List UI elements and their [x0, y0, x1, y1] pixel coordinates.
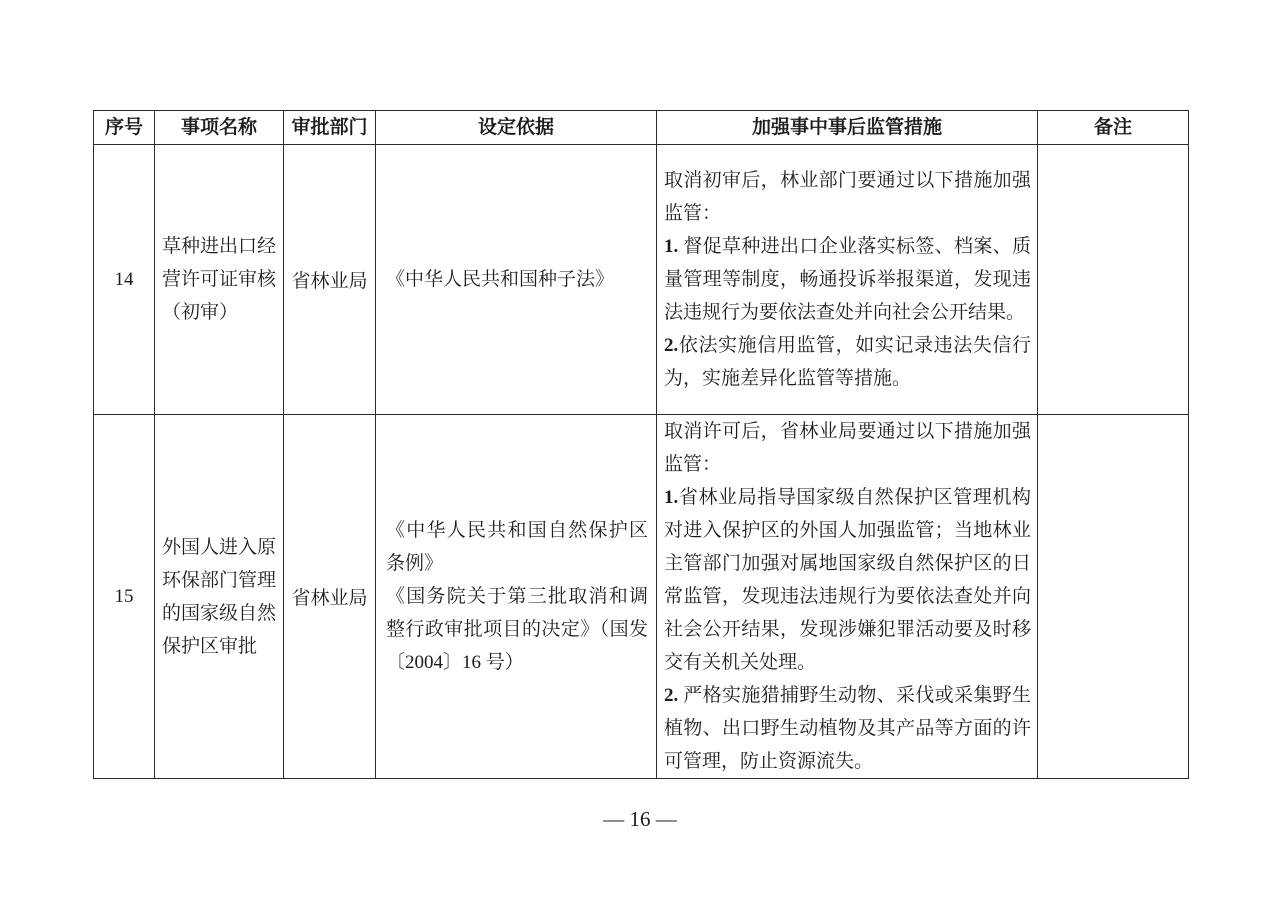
measure-item-text: 严格实施猎捕野生动物、采伐或采集野生植物、出口野生动植物及其产品等方面的许可管理，防止资源流失。: [664, 685, 1031, 772]
remarks-cell: [1038, 145, 1189, 415]
measure-item: [664, 679, 1031, 778]
measures-intro: 取消许可后，省林业局要通过以下措施加强监管：: [664, 421, 1031, 475]
measure-item: [664, 230, 1031, 329]
basis-entry: 《国务院关于第三批取消和调整行政审批项目的决定》（国发〔2004〕16 号）: [386, 586, 648, 673]
approval-department-cell: 省林业局: [284, 145, 376, 415]
measure-item-text: 督促草种进出口企业落实标签、档案、质量管理等制度，畅通投诉举报渠道，发现违法违规行为要依法查处并向社会公开结果。: [664, 236, 1031, 323]
basis-entry: 《中华人民共和国自然保护区条例》: [386, 520, 648, 574]
measure-item-number: 2.: [664, 685, 679, 706]
remarks-cell: [1038, 415, 1189, 779]
setting-basis-cell: [376, 415, 657, 779]
table-header-row: [94, 111, 1189, 145]
header-item-name: 事项名称: [155, 111, 284, 145]
measure-item: [664, 329, 1031, 395]
header-remarks: 备注: [1038, 111, 1189, 145]
header-setting-basis: 设定依据: [376, 111, 657, 145]
approval-items-table: [93, 110, 1189, 779]
header-supervision-measures: 加强事中事后监管措施: [657, 111, 1038, 145]
supervision-measures-cell: [657, 145, 1038, 415]
table-row: [94, 145, 1189, 415]
measure-item-number: 2.: [664, 335, 679, 356]
header-approval-department: 审批部门: [284, 111, 376, 145]
page-number: — 16 —: [603, 807, 677, 831]
item-name-cell: 外国人进入原环保部门管理的国家级自然保护区审批: [155, 415, 284, 779]
measure-item: [664, 481, 1031, 679]
header-serial-number: 序号: [94, 111, 155, 145]
basis-entry: 《中华人民共和国种子法》: [386, 269, 615, 290]
table-row: [94, 415, 1189, 779]
supervision-measures-cell: [657, 415, 1038, 779]
setting-basis-cell: [376, 145, 657, 415]
serial-number-cell: 14: [94, 145, 155, 415]
approval-department-cell: 省林业局: [284, 415, 376, 779]
measure-item-number: 1.: [664, 487, 679, 508]
serial-number-cell: 15: [94, 415, 155, 779]
measure-item-text: 依法实施信用监管，如实记录违法失信行为，实施差异化监管等措施。: [664, 335, 1031, 389]
measures-intro: 取消初审后，林业部门要通过以下措施加强监管：: [664, 170, 1031, 224]
measure-item-text: 省林业局指导国家级自然保护区管理机构对进入保护区的外国人加强监管；当地林业主管部门加强对属地国家级自然保护区的日常监管，发现违法违规行为要依法查处并向社会公开结果，发现涉嫌犯罪活动要及时移交有关机关处理。: [664, 487, 1031, 673]
item-name-cell: 草种进出口经营许可证审核（初审）: [155, 145, 284, 415]
measure-item-number: 1.: [664, 236, 679, 257]
